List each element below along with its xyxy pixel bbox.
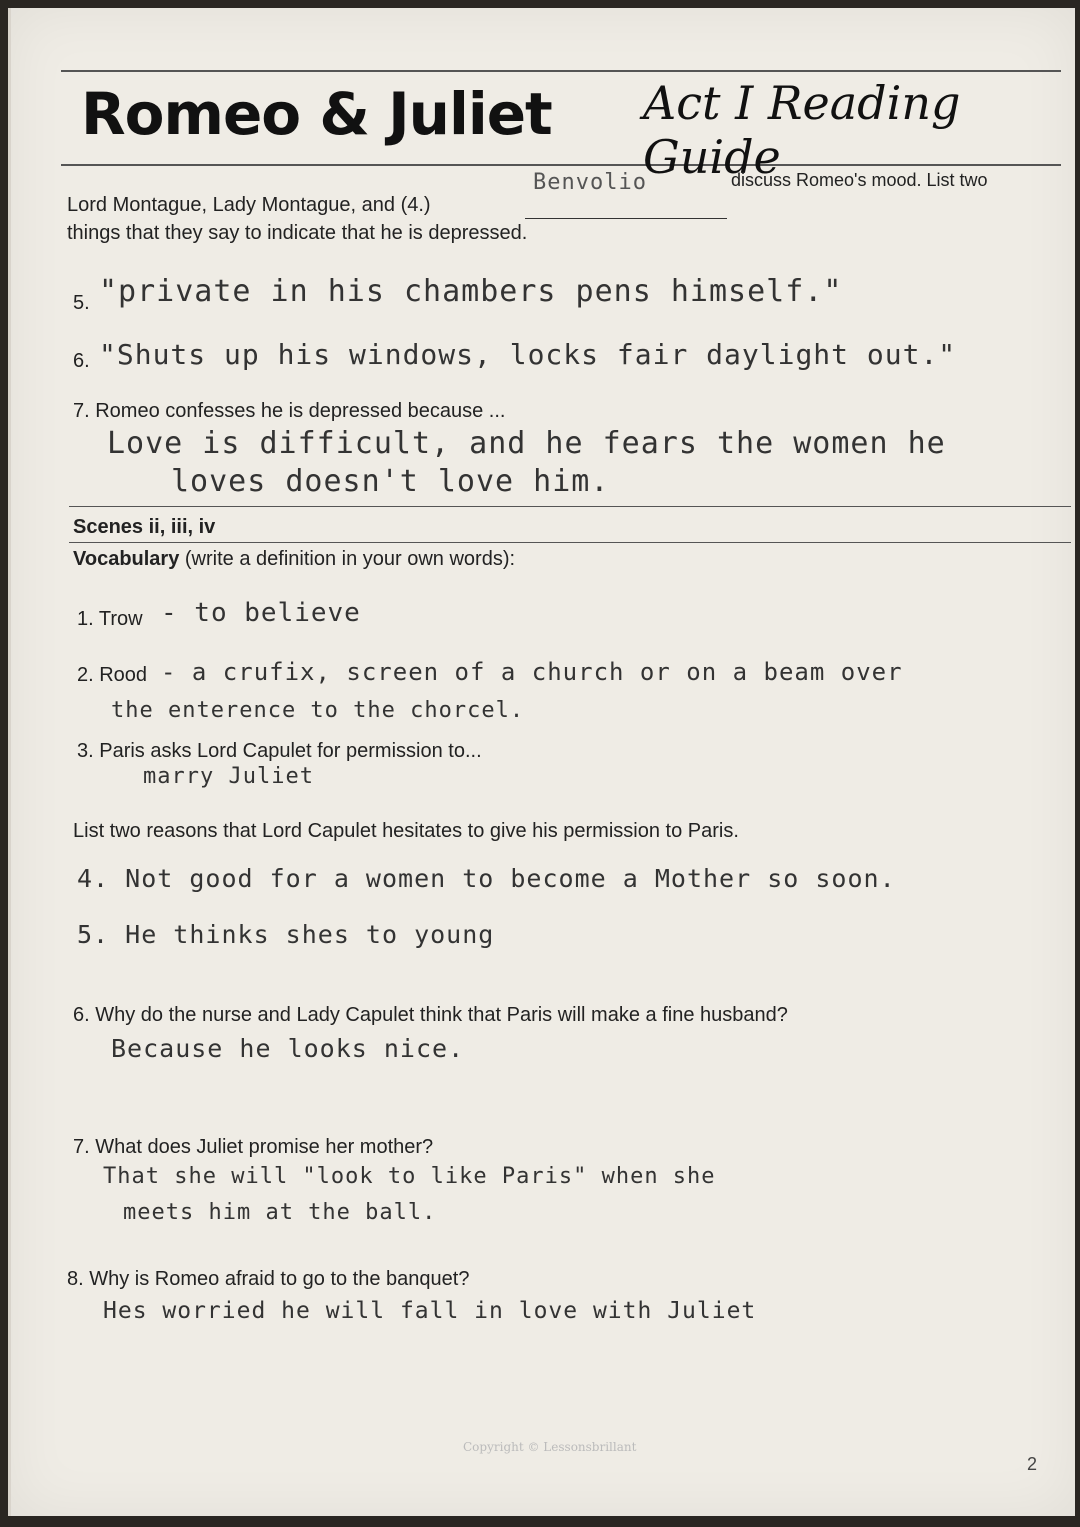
vocab-answer-trow: - to believe: [161, 598, 361, 628]
reason-4: 4. Not good for a women to become a Mother so soon.: [77, 864, 896, 893]
q3-prompt: 3. Paris asks Lord Capulet for permission to...: [77, 740, 482, 762]
q6-number: 6.: [73, 350, 90, 372]
q7b-prompt: 7. What does Juliet promise her mother?: [73, 1136, 434, 1158]
q6b-answer: Because he looks nice.: [111, 1034, 465, 1063]
list-reasons-prompt: List two reasons that Lord Capulet hesitates to give his permission to Paris.: [73, 820, 739, 842]
section-divider: [69, 506, 1071, 507]
vocab-answer-rood: - a crufix, screen of a church or on a beam over: [161, 658, 903, 686]
vocab-term-trow: 1. Trow: [77, 608, 143, 630]
intro-line1-a: Lord Montague, Lady Montague, and (4.): [67, 194, 431, 216]
q5-answer: "private in his chambers pens himself.": [99, 274, 843, 309]
reason-5: 5. He thinks shes to young: [77, 920, 495, 949]
q3-answer: marry Juliet: [143, 764, 314, 789]
q5-number: 5.: [73, 292, 90, 314]
q7a-answer-line1: Love is difficult, and he fears the women he: [107, 426, 946, 461]
vocab-heading-rest: (write a definition in your own words):: [179, 548, 516, 570]
page-number: 2: [1027, 1454, 1038, 1474]
section-divider-2: [69, 542, 1071, 543]
q7a-prompt: 7. Romeo confesses he is depressed because ...: [73, 400, 506, 422]
copyright-watermark: Copyright © Lessonsbrillant: [463, 1440, 637, 1454]
vocab-term-rood: 2. Rood: [77, 664, 148, 686]
worksheet-page: [8, 8, 1075, 1516]
q7b-answer-line1: That she will "look to like Paris" when she: [103, 1164, 716, 1189]
intro-line1-b: discuss Romeo's mood. List two: [731, 170, 988, 190]
q7a-answer-line2: loves doesn't love him.: [171, 464, 610, 499]
q6b-prompt: 6. Why do the nurse and Lady Capulet think that Paris will make a fine husband?: [73, 1004, 788, 1026]
q8-prompt: 8. Why is Romeo afraid to go to the banquet?: [67, 1268, 470, 1290]
q8-answer: Hes worried he will fall in love with Juliet: [103, 1298, 757, 1324]
intro-blank: [525, 194, 727, 219]
vocab-answer-rood-line2: the enterence to the chorcel.: [111, 698, 525, 723]
q7b-answer-line2: meets him at the ball.: [123, 1200, 437, 1225]
vocab-heading: [73, 548, 515, 571]
vocab-heading-bold: Vocabulary: [73, 548, 180, 570]
q6-answer: "Shuts up his windows, locks fair daylight out.": [99, 338, 957, 371]
intro-blank-answer: Benvolio: [533, 170, 647, 195]
title-main: Romeo & Juliet: [81, 80, 552, 148]
intro-line2: things that they say to indicate that he is depressed.: [67, 222, 528, 244]
title-script: Act I Reading Guide: [643, 76, 961, 184]
section-heading: Scenes ii, iii, iv: [73, 516, 216, 538]
